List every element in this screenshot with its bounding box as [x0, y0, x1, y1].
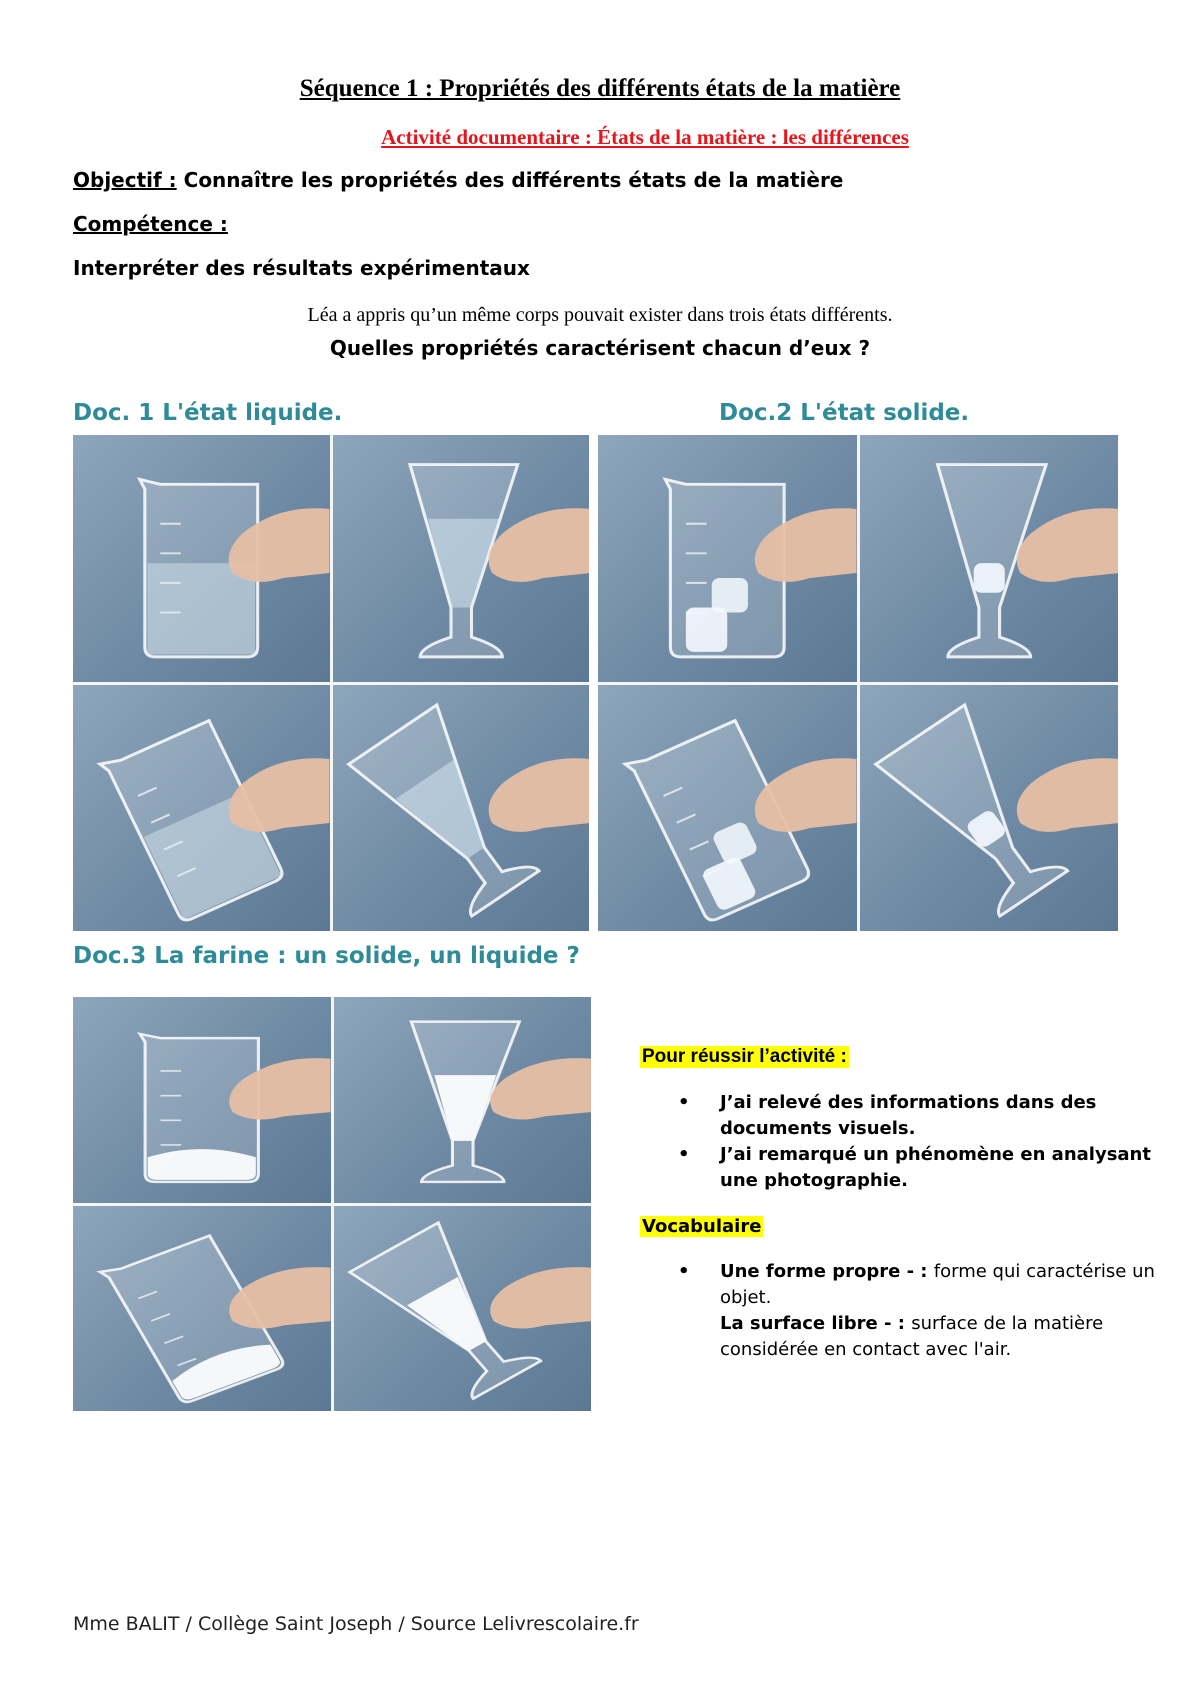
bullet-icon: • [678, 1092, 690, 1113]
bullet-icon: • [678, 1144, 690, 1165]
hand-drawing [490, 1267, 591, 1328]
hand-drawing [488, 508, 589, 582]
conical-glass-tilted-liquid-photo [333, 685, 590, 932]
bullet-icon: • [678, 1261, 690, 1282]
objective-label: Objectif : [73, 168, 177, 192]
beaker-tilted-flour-photo [73, 1206, 331, 1412]
hand-drawing [488, 758, 589, 832]
hand-drawing [229, 1267, 330, 1328]
vocab-definition: forme qui caractérise un objet. [720, 1261, 1155, 1308]
beaker-upright-liquid-photo [73, 435, 330, 682]
doc1-title: Doc. 1 L'état liquide. [73, 400, 343, 426]
hand-drawing [1016, 508, 1118, 582]
competence-text: Interpréter des résultats expérimentaux [73, 256, 530, 280]
competence-label: Compétence : [73, 212, 228, 236]
beaker-upright-flour-photo [73, 997, 331, 1203]
beaker-tilted-ice-photo [598, 685, 857, 932]
intro-question: Quelles propriétés caractérisent chacun d’eux ? [329, 336, 871, 360]
tips-box [640, 1046, 1160, 1363]
conical-glass-upright-ice-photo [860, 435, 1119, 682]
tip-text: J’ai relevé des informations dans des documents visuels. [720, 1092, 1097, 1139]
list-item [640, 1259, 1160, 1363]
doc2-title: Doc.2 L'état solide. [719, 400, 970, 426]
beaker-upright-ice-photo [598, 435, 857, 682]
doc3-title: Doc.3 La farine : un solide, un liquide ? [73, 943, 580, 969]
intro-sentence: Léa a appris qu’un même corps pouvait exister dans trois états différents. [307, 304, 893, 326]
doc1-photo-grid [73, 435, 589, 931]
hand-drawing [229, 758, 330, 832]
vocab-term: Une forme propre - : [720, 1261, 928, 1282]
vocab-term: La surface libre - : [720, 1313, 905, 1334]
activity-subtitle: Activité documentaire : États de la matière : les différences [381, 125, 909, 149]
list-item [640, 1142, 1160, 1194]
conical-glass-tilted-ice-photo [860, 685, 1119, 932]
conical-glass-upright-liquid-photo [333, 435, 590, 682]
doc3-photo-grid [73, 997, 591, 1411]
vocabulary-heading: Vocabulaire [642, 1216, 762, 1237]
tips-list [640, 1090, 1160, 1194]
vocab-definition: surface de la matière considérée en contact avec l'air. [720, 1313, 1104, 1360]
list-item [640, 1090, 1160, 1142]
hand-drawing [755, 758, 857, 832]
tips-heading: Pour réussir l’activité : [642, 1046, 847, 1067]
beaker-tilted-liquid-photo [73, 685, 330, 932]
doc2-photo-grid [598, 435, 1118, 931]
objective [73, 168, 843, 192]
conical-glass-tilted-flour-photo [334, 1206, 592, 1412]
conical-glass-upright-flour-photo [334, 997, 592, 1203]
hand-drawing [1016, 758, 1118, 832]
objective-text: Connaître les propriétés des différents états de la matière [183, 168, 844, 192]
page-title: Séquence 1 : Propriétés des différents états de la matière [299, 75, 901, 102]
vocabulary-list [640, 1259, 1160, 1363]
tip-text: J’ai remarqué un phénomène en analysant une photographie. [720, 1144, 1151, 1191]
page-footer: Mme BALIT / Collège Saint Joseph / Source Lelivrescolaire.fr [73, 1613, 639, 1635]
hand-drawing [490, 1058, 591, 1119]
